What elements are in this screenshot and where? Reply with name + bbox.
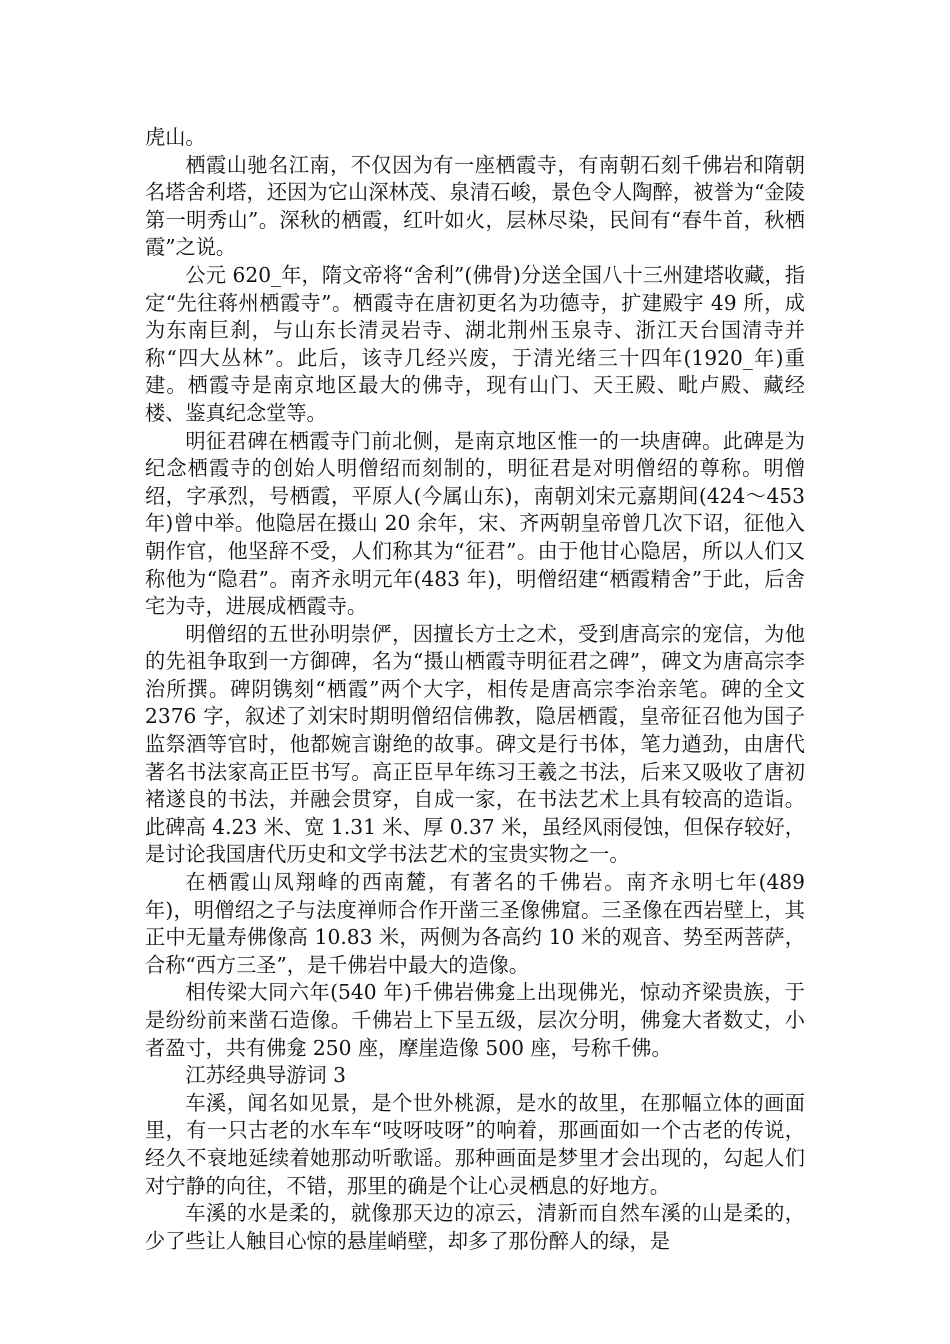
paragraph-stele-inscription: 明僧绍的五世孙明崇俨，因擅长方士之术，受到唐高宗的宠信，为他的先祖争取到一方御碑，名为“摄山栖霞寺明征君之碑”，碑文为唐高宗李治所撰。碑阴镌刻“栖霞”两个大字，相传是唐高宗李治亲笔。碑的全文 2376 字，叙述了刘宋时期明僧绍信佛教，隐居栖霞，皇帝征召他为国子监祭酒等官时，他都婉言谢绝的故事。碑文是行书体，笔力遒劲，由唐代著名书法家高正臣书写。高正臣早年练习王羲之书法，后来又吸收了唐初褚遂良的书法，并融会贯穿，自成一家，在书法艺术上具有较高的造诣。此碑高 4.23 米、宽 1.31 米、厚 0.37 米，虽经风雨侵蚀，但保存较好，是讨论我国唐代历史和文学书法艺术的宝贵实物之一。 xyxy=(145,621,805,867)
paragraph-chexi-intro: 车溪，闻名如见景，是个世外桃源，是水的故里，在那幅立体的画面里，有一只古老的水车车“吱呀吱呀”的响着，那画面如一个古老的传说，经久不衰地延续着她那动听歌谣。那种画面是梦里才会出现的，勾起人们对宁静的向往，不错，那里的确是个让心灵栖息的好地方。 xyxy=(145,1090,805,1198)
paragraph-liang-dynasty-niches: 相传梁大同六年(540 年)千佛岩佛龛上出现佛光，惊动齐梁贵族，于是纷纷前来凿石造像。千佛岩上下呈五级，层次分明，佛龛大者数丈，小者盈寸，共有佛龛 250 座，摩崖造像 500 座，号称千佛。 xyxy=(145,980,805,1060)
paragraph-chexi-water: 车溪的水是柔的，就像那天边的凉云，清新而自然车溪的山是柔的，少了些让人触目心惊的悬崖峭壁，却多了那份醉人的绿，是 xyxy=(145,1201,805,1253)
paragraph-thousand-buddha-cliff: 在栖霞山凤翔峰的西南麓，有著名的千佛岩。南齐永明七年(489 年)，明僧绍之子与法度禅师合作开凿三圣像佛窟。三圣像在西岩壁上，其正中无量寿佛像高 10.83 米，两侧为各高约 10 米的观音、势至两菩萨，合称“西方三圣”，是千佛岩中最大的造像。 xyxy=(145,870,805,977)
paragraph-mingzhengjun-stele: 明征君碑在栖霞寺门前北侧，是南京地区惟一的一块唐碑。此碑是为纪念栖霞寺的创始人明僧绍而刻制的，明征君是对明僧绍的尊称。明僧绍，字承烈，号栖霞，平原人(今属山东)，南朝刘宋元嘉期间(424～453 年)曾中举。他隐居在摄山 20 余年，宋、齐两朝皇帝曾几次下诏，征他入朝作官，他坚辞不受，人们称其为“征君”。由于他甘心隐居，所以人们又称他为“隐君”。南齐永明元年(483 年)，明僧绍建“栖霞精舍”于此，后舍宅为寺，进展成栖霞寺。 xyxy=(145,428,805,619)
paragraph-qixia-mountain: 栖霞山驰名江南，不仅因为有一座栖霞寺，有南朝石刻千佛岩和隋朝名塔舍利塔，还因为它山深林茂、泉清石峻，景色令人陶醉，被誉为“金陵第一明秀山”。深秋的栖霞，红叶如火，层林尽染，民间有“春牛首，秋栖霞”之说。 xyxy=(145,152,805,260)
section-heading: 江苏经典导游词 3 xyxy=(185,1063,346,1088)
document-body xyxy=(145,124,805,1255)
paragraph-continuation: 虎山。 xyxy=(145,125,206,149)
paragraph-qixia-temple-history: 公元 620_年，隋文帝将“舍利”(佛骨)分送全国八十三州建塔收藏，指定“先往蒋州栖霞寺”。栖霞寺在唐初更名为功德寺，扩建殿宇 49 所，成为东南巨刹，与山东长清灵岩寺、湖北荆州玉泉寺、浙江天台国清寺并称“四大丛林”。此后，该寺几经兴废，于清光绪三十四年(1920_年)重建。栖霞寺是南京地区最大的佛寺，现有山门、天王殿、毗卢殿、藏经楼、鉴真纪念堂等。 xyxy=(145,262,805,425)
